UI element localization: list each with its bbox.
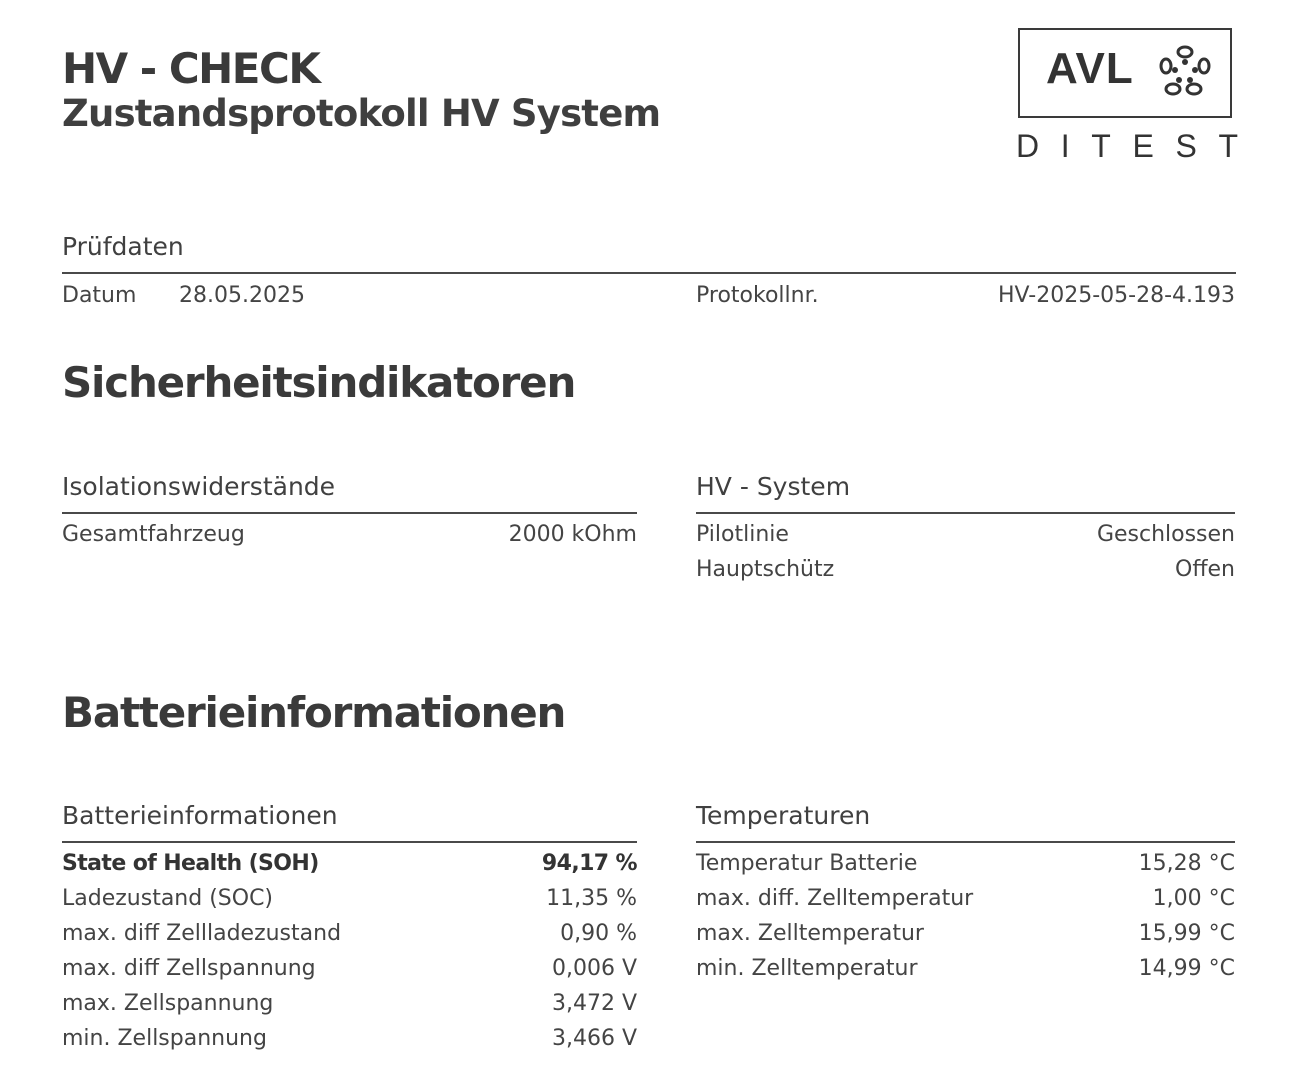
row-key: Gesamtfahrzeug: [62, 522, 245, 547]
batterie-info-row: [62, 1021, 637, 1056]
logo-letter: D: [1016, 128, 1040, 164]
batterie-info-row: [62, 916, 637, 951]
row-key: State of Health (SOH): [62, 851, 319, 876]
row-value: 3,472 V: [551, 991, 637, 1016]
row-value: 14,99 °C: [1138, 956, 1235, 981]
section-heading-sicherheit: Sicherheitsindikatoren: [62, 358, 576, 407]
row-value: 11,35 %: [546, 886, 637, 911]
logo-ditest-text: [1016, 128, 1238, 165]
logo-brand-text: AVL: [1046, 44, 1134, 93]
datum-label: Datum: [62, 283, 137, 308]
row-value: 94,17 %: [541, 851, 637, 876]
logo-letter: I: [1060, 128, 1070, 164]
document-title: HV - CHECK: [62, 44, 320, 93]
logo-letter: S: [1175, 128, 1197, 164]
logo-letter: E: [1132, 128, 1154, 164]
protokoll-label: Protokollnr.: [696, 283, 819, 308]
pruefdaten-divider: [62, 272, 1236, 274]
hv-system-panel: [696, 472, 1235, 587]
avl-logo: [1018, 28, 1232, 118]
row-key: Pilotlinie: [696, 522, 789, 547]
row-value: 0,90 %: [560, 921, 637, 946]
hv-system-row: [696, 517, 1235, 552]
batterie-info-row: [62, 951, 637, 986]
row-value: 0,006 V: [551, 956, 637, 981]
hv-system-row: [696, 552, 1235, 587]
batterie-info-label: Batterieinformationen: [62, 801, 338, 830]
batterie-info-row: [62, 881, 637, 916]
batterie-info-divider: [62, 841, 637, 843]
avl-flower-logo-icon: [1154, 42, 1216, 104]
row-key: max. Zelltemperatur: [696, 921, 924, 946]
temperatur-row: [696, 881, 1235, 916]
temperaturen-label: Temperaturen: [696, 801, 871, 830]
batterie-info-row: [62, 986, 637, 1021]
isolation-panel: [62, 472, 637, 552]
row-key: Temperatur Batterie: [696, 851, 918, 876]
row-value: 15,28 °C: [1138, 851, 1235, 876]
pruefdaten-label: Prüfdaten: [62, 232, 184, 261]
batterie-info-panel: [62, 801, 637, 1056]
row-key: Ladezustand (SOC): [62, 886, 274, 911]
temperatur-row: [696, 951, 1235, 986]
isolation-row: [62, 517, 637, 552]
hv-system-label: HV - System: [696, 472, 851, 501]
row-key: min. Zellspannung: [62, 1026, 267, 1051]
row-key: max. diff. Zelltemperatur: [696, 886, 974, 911]
datum-value: 28.05.2025: [179, 283, 305, 308]
row-key: max. Zellspannung: [62, 991, 274, 1016]
row-value: 15,99 °C: [1138, 921, 1235, 946]
logo-letter: T: [1218, 128, 1238, 164]
soh-row: [62, 846, 637, 881]
hv-system-divider: [696, 512, 1235, 514]
row-key: min. Zelltemperatur: [696, 956, 918, 981]
temperatur-row: [696, 846, 1235, 881]
row-value: Geschlossen: [1096, 522, 1235, 547]
row-key: Hauptschütz: [696, 557, 835, 582]
isolation-divider: [62, 512, 637, 514]
document-subtitle: Zustandsprotokoll HV System: [62, 92, 661, 135]
temperatur-row: [696, 916, 1235, 951]
temperaturen-divider: [696, 841, 1235, 843]
row-value: Offen: [1175, 557, 1235, 582]
row-value: 1,00 °C: [1152, 886, 1235, 911]
isolation-label: Isolationswiderstände: [62, 472, 336, 501]
row-value: 3,466 V: [551, 1026, 637, 1051]
protokoll-value: HV-2025-05-28-4.193: [997, 283, 1235, 308]
row-key: max. diff Zellladezustand: [62, 921, 342, 946]
section-heading-batterie: Batterieinformationen: [62, 688, 566, 737]
row-value: 2000 kOhm: [508, 522, 637, 547]
row-key: max. diff Zellspannung: [62, 956, 316, 981]
temperaturen-panel: [696, 801, 1235, 986]
logo-letter: T: [1091, 128, 1111, 164]
